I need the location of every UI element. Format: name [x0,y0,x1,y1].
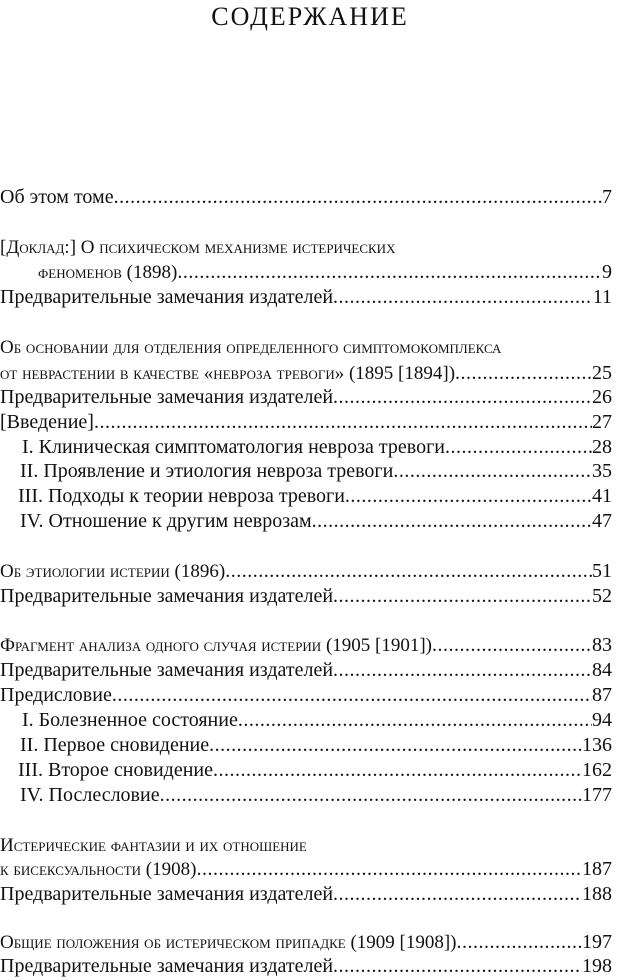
toc-entry-label: [Введение] [0,411,94,433]
toc-entry [38,259,612,286]
toc-entry [0,409,612,435]
toc-entry [0,929,612,956]
toc-entry-page: 26 [592,386,612,408]
toc-entry-page: 198 [582,955,612,977]
toc-entry-label: Предварительные замечания издателей [0,386,334,408]
toc-entry-label: Предварительные замечания издателей [0,883,334,905]
toc-entry-label: [Доклад:] О психическом механизме истерических [0,237,396,258]
toc-entry-label: I. Клиническая симптоматология невроза тревоги [22,436,445,458]
leader-dots [177,259,602,285]
leader-dots [312,508,592,534]
toc-entry-label: от неврастении в качестве «невроза тревоги» (1895 [1894]) [0,363,456,384]
toc-entry-label: Предварительные замечания издателей [0,659,334,681]
toc-entry-page: 25 [592,362,612,384]
toc-entry [20,508,612,534]
toc-entry-label: IV. Отношение к другим неврозам [20,510,312,532]
toc-entry-label: феноменов (1898) [38,262,178,283]
leader-dots [457,929,582,955]
toc-entry-page: 162 [582,759,612,781]
toc-entry-label: Предисловие [0,684,112,706]
toc-entry-label: Общие положения об истерическом припадке (1909 [1908]) [0,932,457,953]
toc-entry-label: III. Подходы к теории невроза тревоги [18,485,345,507]
toc-entry-page: 136 [582,734,612,756]
leader-dots [160,782,582,808]
toc-entry-page: 94 [592,709,612,731]
toc-entry-label: Предварительные замечания издателей [0,585,334,607]
leader-dots [114,184,602,210]
leader-dots [333,881,582,907]
toc-entry-label: IV. Послесловие [20,784,160,806]
toc-entry [0,184,612,210]
toc-entry [22,707,612,733]
toc-entry-label: Предварительные замечания издателей [0,955,334,977]
toc-entry-page: 51 [592,560,612,582]
toc-entry-page: 197 [582,931,612,953]
toc-entry [22,434,612,460]
toc-entry [0,284,612,310]
toc-entry [20,732,612,758]
leader-dots [445,434,592,460]
toc-entry [0,881,612,907]
toc-entry-label: Предварительные замечания издателей [0,286,334,308]
toc-entry-label: I. Болезненное состояние [22,709,238,731]
toc-entry [0,657,612,683]
leader-dots [333,583,592,609]
toc-entry [18,757,612,783]
toc-entry-page: 87 [592,684,612,706]
toc-entry [18,483,612,509]
leader-dots [112,682,592,708]
toc-entry [0,234,612,261]
toc-entry-label: II. Первое сновидение [20,734,210,756]
toc-entry-page: 177 [582,784,612,806]
toc-entry [0,953,612,979]
toc-entry-label: Об этиологии истерии (1896) [0,561,226,582]
toc-entry-label: Об этом томе [0,186,114,208]
toc-entry-label: III. Второе сновидение [18,759,213,781]
toc-entry [0,558,612,585]
toc-entry-page: 84 [592,659,612,681]
leader-dots [225,558,592,584]
toc-entry-page: 83 [592,634,612,656]
toc-entry [0,384,612,410]
toc-entry [0,334,612,361]
toc-entry [20,782,612,808]
leader-dots [333,953,582,979]
leader-dots [333,284,593,310]
leader-dots [213,757,582,783]
leader-dots [432,632,592,658]
toc-entry-page: 35 [592,460,612,482]
toc-entry-page: 27 [592,411,612,433]
toc-entry-page: 7 [602,186,612,208]
leader-dots [455,360,592,386]
leader-dots [94,409,592,435]
leader-dots [333,384,592,410]
toc-entry-label: Фрагмент анализа одного случая истерии (1905 [1901]) [0,635,433,656]
leader-dots [196,856,582,882]
toc-entry-label: Об основании для отделения определенного симптомокомплекса [0,337,502,358]
toc-entry-page: 188 [582,883,612,905]
toc-entry-page: 11 [592,286,612,308]
toc-entry-page: 28 [592,436,612,458]
toc-entry [0,360,612,387]
leader-dots [238,707,592,733]
toc-entry-label: II. Проявление и этиология невроза тревоги [20,460,394,482]
toc-entry [0,832,612,859]
leader-dots [345,483,592,509]
toc-entry-page: 52 [592,585,612,607]
toc-entry [0,583,612,609]
toc-entry [0,856,612,883]
toc-entry-label: Истерические фантазии и их отношение [0,835,307,856]
toc-entry-label: к бисексуальности (1908) [0,859,197,880]
toc-entry-page: 41 [592,485,612,507]
toc-entry [0,632,612,659]
toc-entry [0,682,612,708]
toc-entry-page: 47 [592,510,612,532]
toc-entry-page: 187 [582,858,612,880]
leader-dots [209,732,582,758]
toc-entry-page: 9 [602,261,612,283]
toc-entry [20,458,612,484]
leader-dots [333,657,592,683]
page-title: СОДЕРЖАНИЕ [211,2,409,31]
leader-dots [393,458,592,484]
